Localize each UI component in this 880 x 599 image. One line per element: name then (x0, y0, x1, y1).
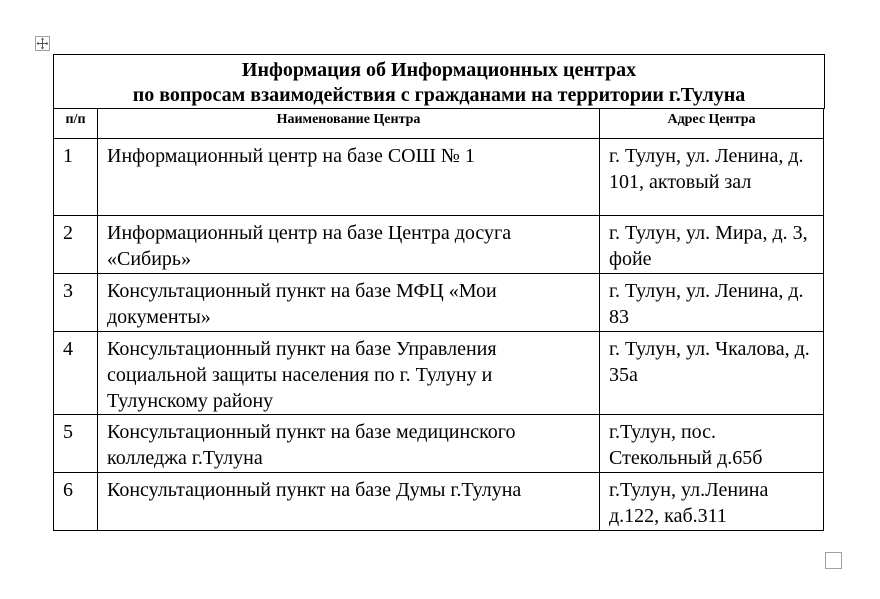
row-number: 5 (54, 415, 98, 473)
table-row (54, 473, 824, 531)
row-center-name: Информационный центр на базе Центра досуга «Сибирь» (98, 216, 600, 274)
header-name: Наименование Центра (98, 109, 600, 139)
table-row (54, 139, 824, 216)
header-address: Адрес Центра (600, 109, 824, 139)
table-row (54, 332, 824, 415)
row-number: 2 (54, 216, 98, 274)
title-line-2: по вопросам взаимодействия с гражданами на территории г.Тулуна (132, 84, 746, 106)
table-row (54, 415, 824, 473)
row-center-address: г. Тулун, ул. Мира, д. 3, фойе (600, 216, 824, 274)
table-header-row (54, 109, 824, 139)
row-center-address: г. Тулун, ул. Чкалова, д. 35а (600, 332, 824, 415)
row-center-address: г.Тулун, ул.Ленина д.122, каб.311 (600, 473, 824, 531)
row-number: 1 (54, 139, 98, 216)
row-center-address: г. Тулун, ул. Ленина, д. 83 (600, 274, 824, 332)
table-move-icon[interactable] (35, 36, 50, 51)
table-resize-icon[interactable] (825, 552, 842, 569)
row-number: 3 (54, 274, 98, 332)
title-line-1: Информация об Информационных центрах (241, 59, 637, 81)
row-center-name: Консультационный пункт на базе Управления социальной защиты населения по г. Тулуну и Тулунскому району (98, 332, 600, 415)
row-number: 6 (54, 473, 98, 531)
table-row (54, 274, 824, 332)
row-center-name: Информационный центр на базе СОШ № 1 (98, 139, 600, 216)
row-center-name: Консультационный пункт на базе МФЦ «Мои документы» (98, 274, 600, 332)
row-center-address: г.Тулун, пос. Стекольный д.65б (600, 415, 824, 473)
table-title (53, 54, 825, 109)
row-center-name: Консультационный пункт на базе медицинского колледжа г.Тулуна (98, 415, 600, 473)
table-row (54, 216, 824, 274)
header-number: п/п (54, 109, 98, 139)
row-center-name: Консультационный пункт на базе Думы г.Тулуна (98, 473, 600, 531)
row-center-address: г. Тулун, ул. Ленина, д. 101, актовый зал (600, 139, 824, 216)
info-centers-table (53, 108, 824, 531)
row-number: 4 (54, 332, 98, 415)
